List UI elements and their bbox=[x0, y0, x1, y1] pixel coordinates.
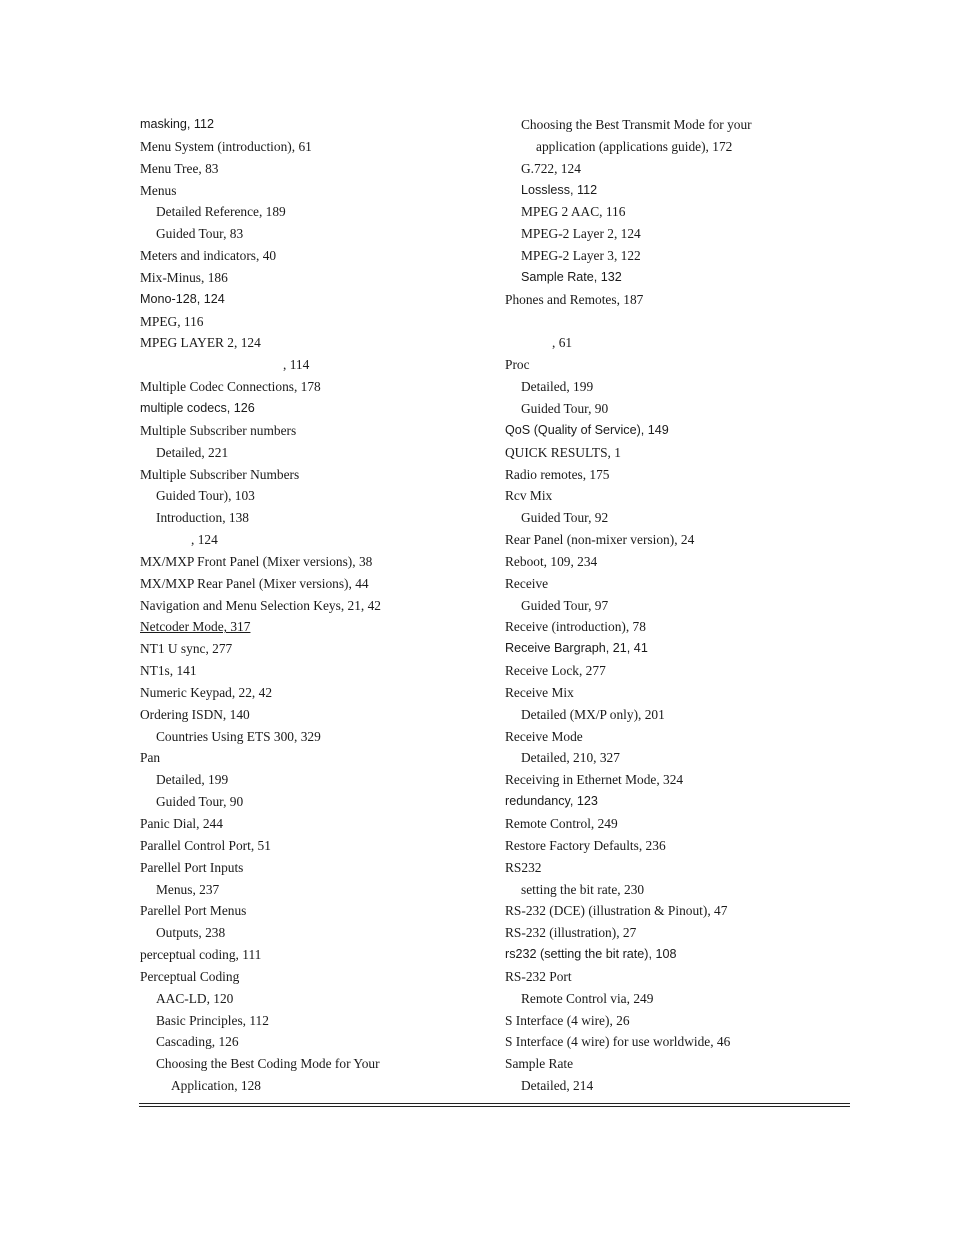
index-entry: Perceptual Coding bbox=[140, 968, 240, 984]
index-entry: Multiple Codec Connections, 178 bbox=[140, 379, 321, 395]
index-subentry: Remote Control via, 249 bbox=[521, 990, 654, 1006]
index-entry: Menus bbox=[140, 182, 177, 198]
index-entry: NT1s, 141 bbox=[140, 663, 197, 679]
index-subentry: Introduction, 138 bbox=[156, 510, 249, 526]
index-entry: Multiple Subscriber Numbers bbox=[140, 466, 300, 482]
index-subentry: Lossless, 112 bbox=[521, 182, 598, 197]
index-subentry: MPEG-2 Layer 2, 124 bbox=[521, 226, 641, 242]
index-entry: Receive Mix bbox=[505, 684, 574, 700]
index-entry: Rear Panel (non-mixer version), 24 bbox=[505, 532, 695, 548]
index-entry: multiple codecs, 126 bbox=[140, 400, 255, 415]
index-entry: S Interface (4 wire) for use worldwide, 46 bbox=[505, 1034, 731, 1050]
index-subentry: Guided Tour, 92 bbox=[521, 510, 609, 526]
index-subentry: Guided Tour, 83 bbox=[156, 226, 244, 242]
index-subentry: , 114 bbox=[283, 357, 310, 373]
index-entry: Receiving in Ethernet Mode, 324 bbox=[505, 772, 684, 788]
index-subentry: Guided Tour, 90 bbox=[521, 400, 609, 416]
index-entry: Remote Control, 249 bbox=[505, 816, 618, 831]
index-entry: S Interface (4 wire), 26 bbox=[505, 1012, 630, 1028]
index-entry: Phones and Remotes, 187 bbox=[505, 291, 644, 307]
index-subentry: Choosing the Best Transmit Mode for your bbox=[521, 117, 752, 132]
index-entry: Proc bbox=[505, 357, 530, 373]
index-entry: Mix-Minus, 186 bbox=[140, 269, 228, 285]
index-subentry: MPEG-2 Layer 3, 122 bbox=[521, 248, 641, 264]
index-entry bbox=[505, 311, 865, 333]
index-subentry: application (applications guide), 172 bbox=[536, 138, 733, 154]
index-subentry: AAC-LD, 120 bbox=[156, 990, 234, 1006]
index-entry: Receive Lock, 277 bbox=[505, 663, 606, 679]
index-entry: MPEG, 116 bbox=[140, 313, 204, 329]
index-entry: MX/MXP Front Panel (Mixer versions), 38 bbox=[140, 553, 373, 569]
index-subentry: Outputs, 238 bbox=[156, 925, 226, 941]
index-entry: Menu System (introduction), 61 bbox=[140, 138, 312, 154]
index-entry: masking, 112 bbox=[140, 117, 214, 131]
index-subentry: setting the bit rate, 230 bbox=[521, 881, 645, 897]
index-subentry: Countries Using ETS 300, 329 bbox=[156, 728, 321, 744]
index-entry: Rcv Mix bbox=[505, 488, 553, 504]
index-column-right bbox=[505, 114, 865, 1097]
index-entry: Restore Factory Defaults, 236 bbox=[505, 837, 666, 853]
index-entry: MX/MXP Rear Panel (Mixer versions), 44 bbox=[140, 575, 369, 591]
index-subentry: G.722, 124 bbox=[521, 160, 581, 176]
footer-double-rule bbox=[139, 1103, 850, 1107]
index-subentry: Sample Rate, 132 bbox=[521, 269, 622, 284]
index-entry: Reboot, 109, 234 bbox=[505, 553, 598, 569]
index-subentry: Application, 128 bbox=[171, 1078, 262, 1094]
index-entry: RS-232 Port bbox=[505, 968, 572, 984]
index-entry: RS232 bbox=[505, 859, 542, 875]
index-subentry: Detailed Reference, 189 bbox=[156, 204, 286, 220]
index-entry: Receive (introduction), 78 bbox=[505, 619, 646, 635]
index-entry: RS-232 (illustration), 27 bbox=[505, 925, 637, 941]
index-subentry: Detailed, 210, 327 bbox=[521, 750, 620, 766]
index-subentry: MPEG 2 AAC, 116 bbox=[521, 204, 626, 220]
index-subentry: Detailed, 221 bbox=[156, 444, 229, 460]
index-entry: Mono-128, 124 bbox=[140, 291, 225, 306]
index-subentry: Guided Tour), 103 bbox=[156, 488, 255, 504]
index-entry: Multiple Subscriber numbers bbox=[140, 422, 297, 438]
index-subentry: Menus, 237 bbox=[156, 881, 220, 897]
index-entry: Parallel Control Port, 51 bbox=[140, 837, 271, 853]
index-subentry: Cascading, 126 bbox=[156, 1034, 239, 1050]
index-entry: Navigation and Menu Selection Keys, 21, 42 bbox=[140, 597, 381, 613]
index-entry: Receive bbox=[505, 575, 549, 591]
index-entry: rs232 (setting the bit rate), 108 bbox=[505, 947, 677, 962]
index-subentry: , 124 bbox=[191, 532, 218, 548]
index-subentry: Detailed, 199 bbox=[521, 379, 594, 395]
index-entry: QUICK RESULTS, 1 bbox=[505, 444, 621, 460]
index-entry: Receive Bargraph, 21, 41 bbox=[505, 641, 648, 656]
index-column-left bbox=[140, 114, 490, 1097]
index-entry: Numeric Keypad, 22, 42 bbox=[140, 684, 273, 700]
index-subentry: Basic Principles, 112 bbox=[156, 1012, 269, 1028]
index-entry: redundancy, 123 bbox=[505, 794, 598, 809]
index-entry: Pan bbox=[140, 750, 161, 766]
index-subentry: Detailed (MX/P only), 201 bbox=[521, 706, 665, 722]
index-subentry: Detailed, 214 bbox=[521, 1078, 594, 1094]
index-entry: Ordering ISDN, 140 bbox=[140, 706, 250, 722]
index-entry: Radio remotes, 175 bbox=[505, 466, 610, 482]
index-subentry: Detailed, 199 bbox=[156, 772, 229, 788]
index-entry: perceptual coding, 111 bbox=[140, 947, 262, 963]
index-entry: Receive Mode bbox=[505, 728, 583, 744]
index-entry: RS-232 (DCE) (illustration & Pinout), 47 bbox=[505, 903, 728, 919]
index-entry: MPEG LAYER 2, 124 bbox=[140, 335, 261, 351]
index-entry: QoS (Quality of Service), 149 bbox=[505, 422, 669, 437]
index-entry: NT1 U sync, 277 bbox=[140, 641, 233, 657]
index-entry: Sample Rate bbox=[505, 1056, 574, 1072]
index-subentry: Choosing the Best Coding Mode for Your bbox=[156, 1056, 380, 1072]
index-subentry: Guided Tour, 90 bbox=[156, 794, 244, 810]
index-entry: Panic Dial, 244 bbox=[140, 816, 223, 831]
index-entry: Parellel Port Inputs bbox=[140, 859, 244, 875]
index-entry: Parellel Port Menus bbox=[140, 903, 247, 919]
index-entry: Meters and indicators, 40 bbox=[140, 248, 277, 264]
index-subentry: Guided Tour, 97 bbox=[521, 597, 609, 613]
index-entry: Netcoder Mode, 317 bbox=[140, 619, 251, 635]
index-entry: Menu Tree, 83 bbox=[140, 160, 219, 176]
index-subentry: , 61 bbox=[552, 335, 573, 351]
